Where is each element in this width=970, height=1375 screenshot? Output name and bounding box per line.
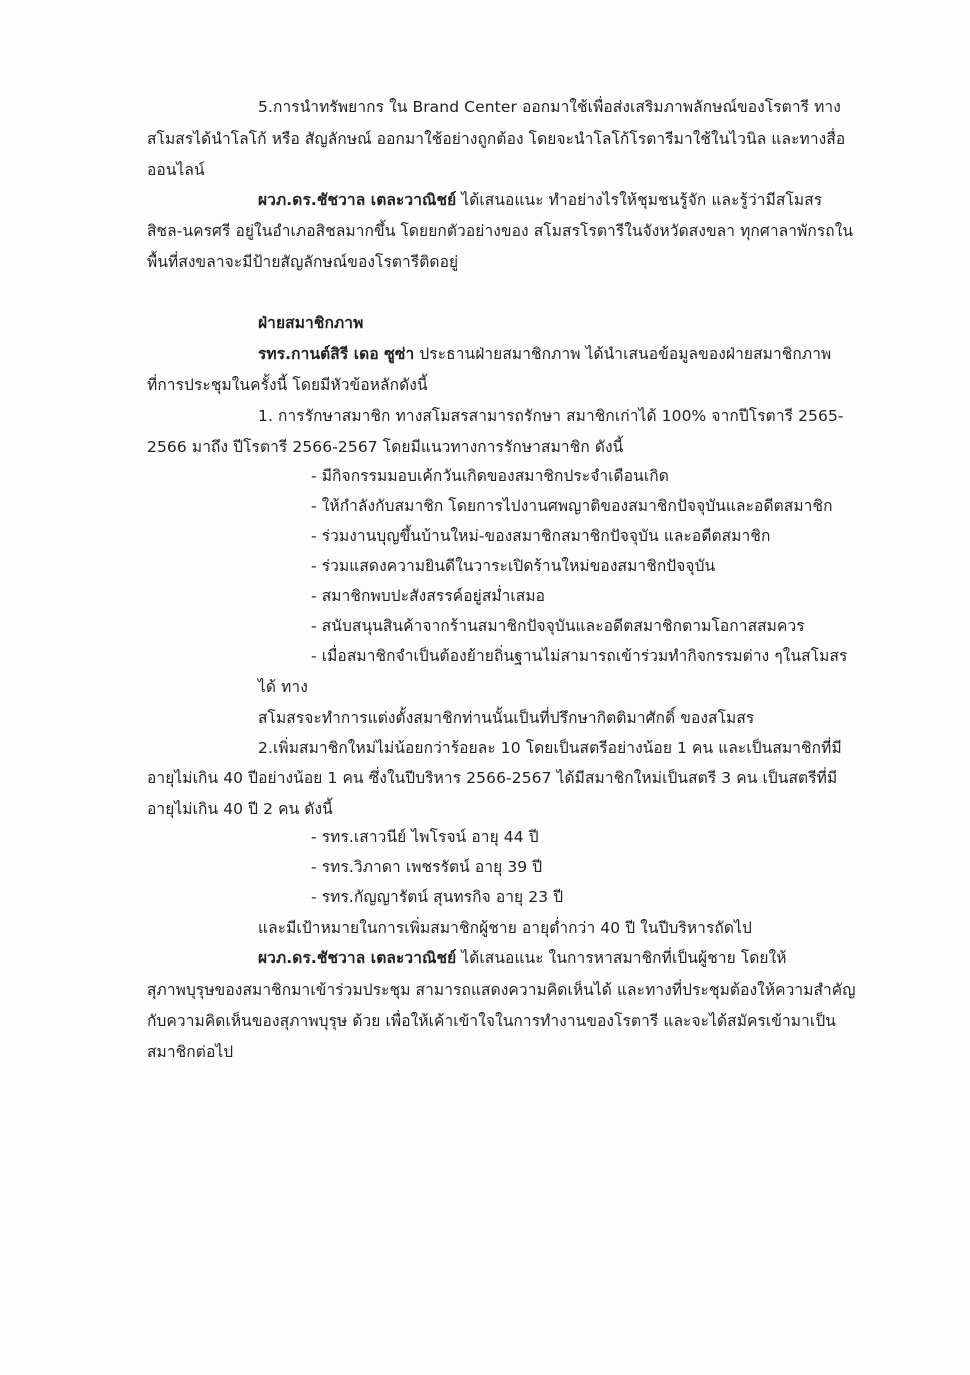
- bullet-item: - ให้กำลังกับสมาชิก โดยการไปงานศพญาติของสมาชิกปัจจุบันและอดีตสมาชิก: [311, 497, 833, 515]
- bullet-item: - เมื่อสมาชิกจำเป็นต้องย้ายถิ่นฐานไม่สามารถเข้าร่วมทำกิจกรรมต่าง ๆในสโมสร: [311, 647, 848, 665]
- member-item: - รทร.วิภาดา เพชรรัตน์ อายุ 39 ปี: [311, 858, 543, 876]
- paragraph-line: ที่การประชุมในครั้งนี้ โดยมีหัวข้อหลักดังนี้: [147, 376, 428, 394]
- member-item: - รทร.เสาวนีย์ ไพโรจน์ อายุ 44 ปี: [311, 828, 539, 846]
- paragraph-line: ออนไลน์: [147, 161, 205, 179]
- list-item-line: 1. การรักษาสมาชิก ทางสโมสรสามารถรักษา สมาชิกเก่าได้ 100% จากปีโรตารี 2565-: [258, 407, 844, 425]
- paragraph-line: สมาชิกต่อไป: [147, 1043, 234, 1061]
- paragraph-line: [258, 189, 822, 211]
- paragraph-line: [258, 343, 831, 365]
- paragraph-line: สิชล-นครศรี อยู่ในอำเภอสิชลมากขึ้น โดยยกตัวอย่างของ สโมสรโรตารีในจังหวัดสงขลา ทุกศาลาพักรถใน: [147, 222, 854, 240]
- paragraph-line: [258, 947, 787, 969]
- bullet-item: - สมาชิกพบปะสังสรรค์อยู่สม่ำเสมอ: [311, 587, 546, 605]
- paragraph-line: กับความคิดเห็นของสุภาพบุรุษ ด้วย เพื่อให้เค้าเข้าใจในการทำงานของโรตารี และจะได้สมัครเข้ามาเป็น: [147, 1012, 836, 1030]
- list-item-line: อายุไม่เกิน 40 ปีอย่างน้อย 1 คน ซึ่งในปีบริหาร 2566-2567 ได้มีสมาชิกใหม่เป็นสตรี 3 คน เป็นสตรีที่มี: [147, 769, 838, 787]
- speaker-name: ผวภ.ดร.ชัชวาล เตละวาณิชย์: [258, 949, 457, 967]
- list-item-line: 2566 มาถึง ปีโรตารี 2566-2567 โดยมีแนวทางการรักษาสมาชิก ดังนี้: [147, 438, 624, 456]
- bullet-item: - สนับสนุนสินค้าจากร้านสมาชิกปัจจุบันและอดีตสมาชิกตามโอกาสสมควร: [311, 617, 805, 635]
- paragraph-line: และมีเป้าหมายในการเพิ่มสมาชิกผู้ชาย อายุต่ำกว่า 40 ปี ในปีบริหารถัดไป: [258, 919, 752, 937]
- paragraph-line: สุภาพบุรุษของสมาชิกมาเข้าร่วมประชุม สามารถแสดงความคิดเห็นได้ และทางที่ประชุมต้องให้ความสำคัญ: [147, 981, 856, 999]
- list-item-line: 2.เพิ่มสมาชิกใหม่ไม่น้อยกว่าร้อยละ 10 โดยเป็นสตรีอย่างน้อย 1 คน และเป็นสมาชิกที่มี: [258, 739, 842, 757]
- paragraph-text: ได้เสนอแนะ ทำอย่างไรให้ชุมชนรู้จัก และรู้ว่ามีสโมสร: [456, 191, 823, 209]
- bullet-continuation: ได้ ทาง: [258, 678, 308, 696]
- speaker-name: ผวภ.ดร.ชัชวาล เตละวาณิชย์: [258, 191, 457, 209]
- bullet-item: - มีกิจกรรมมอบเค้กวันเกิดของสมาชิกประจำเดือนเกิด: [311, 467, 669, 485]
- paragraph-line: พื้นที่สงขลาจะมีป้ายสัญลักษณ์ของโรตารีติดอยู่: [147, 253, 459, 271]
- paragraph-line: สโมสรได้นำโลโก้ หรือ สัญลักษณ์ ออกมาใช้อย่างถูกต้อง โดยจะนำโลโก้โรตารีมาใช้ในไวนิล และทางสื่อ: [147, 130, 846, 148]
- member-item: - รทร.กัญญารัตน์ สุนทรกิจ อายุ 23 ปี: [311, 888, 564, 906]
- list-item-line: อายุไม่เกิน 40 ปี 2 คน ดังนี้: [147, 800, 333, 818]
- paragraph-text: ได้เสนอแนะ ในการหาสมาชิกที่เป็นผู้ชาย โดยให้: [456, 949, 787, 967]
- bullet-item: - ร่วมแสดงความยินดีในวาระเปิดร้านใหม่ของสมาชิกปัจจุบัน: [311, 557, 716, 575]
- paragraph-text: ประธานฝ่ายสมาชิกภาพ ได้นำเสนอข้อมูลของฝ่ายสมาชิกภาพ: [414, 345, 832, 363]
- speaker-name: รทร.กานต์สิรี เดอ ซูซ่า: [258, 345, 415, 363]
- paragraph-line: 5.การนำทรัพยากร ใน Brand Center ออกมาใช้เพื่อส่งเสริมภาพลักษณ์ของโรตารี ทาง: [258, 98, 841, 116]
- bullet-item: - ร่วมงานบุญขึ้นบ้านใหม่-ของสมาชิกสมาชิกปัจจุบัน และอดีตสมาชิก: [311, 527, 771, 545]
- bullet-continuation: สโมสรจะทำการแต่งตั้งสมาชิกท่านนั้นเป็นที่ปรึกษากิตติมาศักดิ์ ของสโมสร: [258, 709, 755, 727]
- section-heading: ฝ่ายสมาชิกภาพ: [258, 314, 364, 332]
